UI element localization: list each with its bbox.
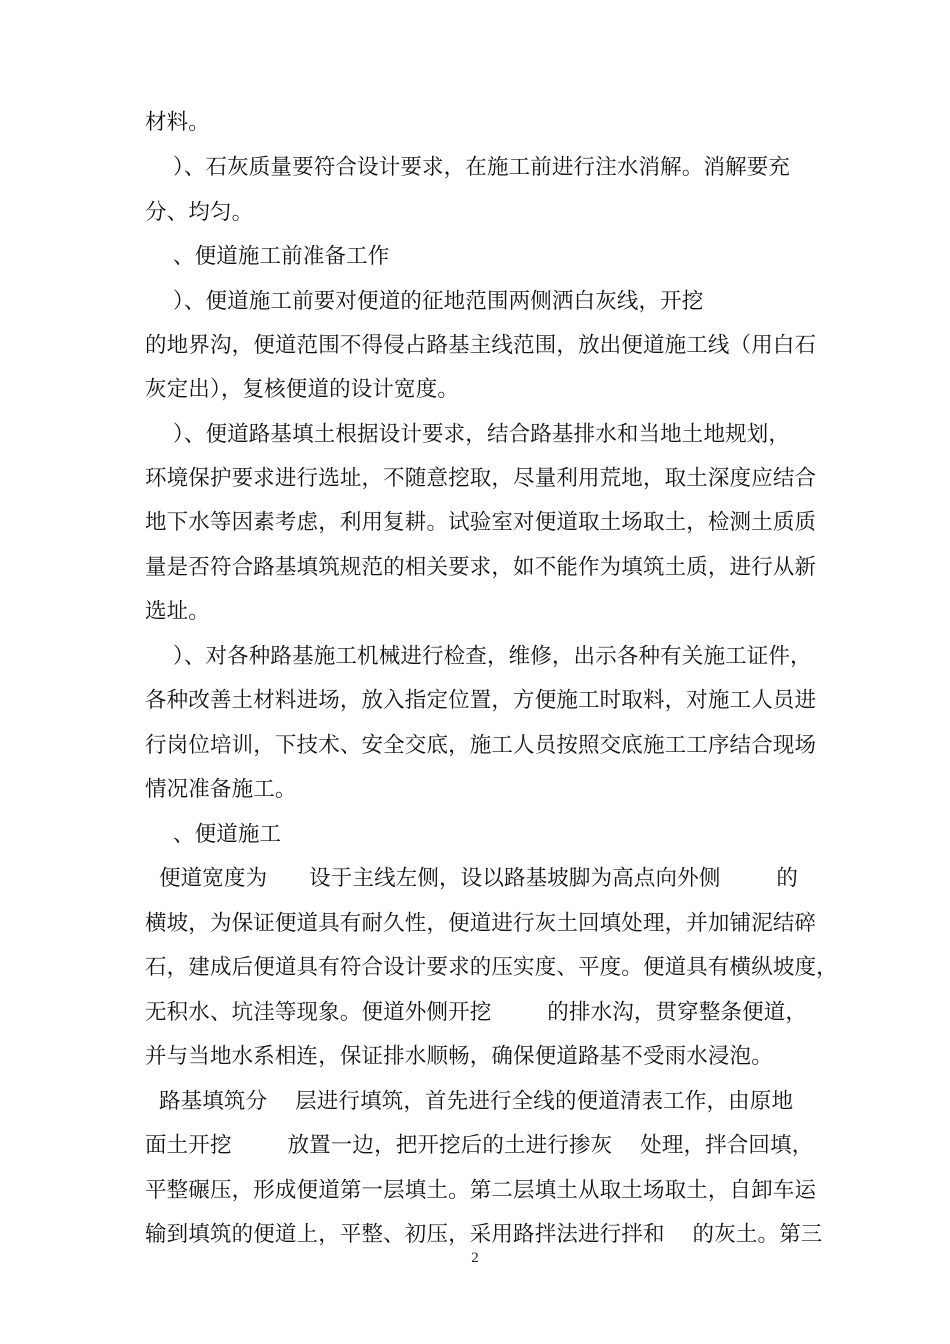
text-line: 面土开挖 放置一边，把开挖后的土进行掺灰 处理，拌合回填， [145,1133,814,1158]
text-line: 分、均匀。 [145,200,254,225]
text-line: 输到填筑的便道上，平整、初压，采用路拌法进行拌和 的灰土。第三 [145,1222,823,1247]
text-line: 地下水等因素考虑，利用复耕。试验室对便道取土场取土，检测土质质 [145,510,817,535]
text-line: 选址。 [145,599,210,624]
page-number: 2 [471,1250,479,1266]
text-line: 环境保护要求进行选址，不随意挖取，尽量利用荒地，取土深度应结合 [145,466,817,491]
text-line: 无积水、坑洼等现象。便道外侧开挖 的排水沟，贯穿整条便道， [145,1000,808,1025]
text-line: ）、便道路基填土根据设计要求，结合路基排水和当地土地规划， [145,422,791,447]
text-line: 行岗位培训，下技术、安全交底，施工人员按照交底施工工序结合现场 [145,733,817,758]
text-line: ）、便道施工前要对便道的征地范围两侧洒白灰线，开挖 [145,289,704,314]
text-line: 灰定出），复核便道的设计宽度。 [145,377,460,402]
text-line: ）、石灰质量要符合设计要求，在施工前进行注水消解。消解要充 [145,155,791,180]
text-line: 材料。 [145,110,210,135]
text-line: ）、对各种路基施工机械进行检查，维修，出示各种有关施工证件， [145,644,812,669]
text-line: 石，建成后便道具有符合设计要求的压实度、平度。便道具有横纵坡度， [145,955,838,980]
text-line: 便道宽度为 设于主线左侧，设以路基坡脚为高点向外侧 的 [145,866,799,891]
section-heading: 、便道施工 [145,822,282,847]
section-heading: 、便道施工前准备工作 [145,244,390,269]
text-line: 的地界沟，便道范围不得侵占路基主线范围，放出便道施工线（用白石 [145,333,817,358]
text-line: 量是否符合路基填筑规范的相关要求，如不能作为填筑土质，进行从新 [145,555,817,580]
text-line: 横坡，为保证便道具有耐久性，便道进行灰土回填处理，并加铺泥结碎 [145,911,817,936]
text-line: 各种改善土材料进场，放入指定位置，方便施工时取料，对施工人员进 [145,688,817,713]
text-line: 并与当地水系相连，保证排水顺畅，确保便道路基不受雨水浸泡。 [145,1044,773,1069]
text-line: 平整碾压，形成便道第一层填土。第二层填土从取土场取土，自卸车运 [145,1178,817,1203]
text-line: 路基填筑分 层进行填筑，首先进行全线的便道清表工作，由原地 [145,1089,794,1114]
text-line: 情况准备施工。 [145,777,297,802]
